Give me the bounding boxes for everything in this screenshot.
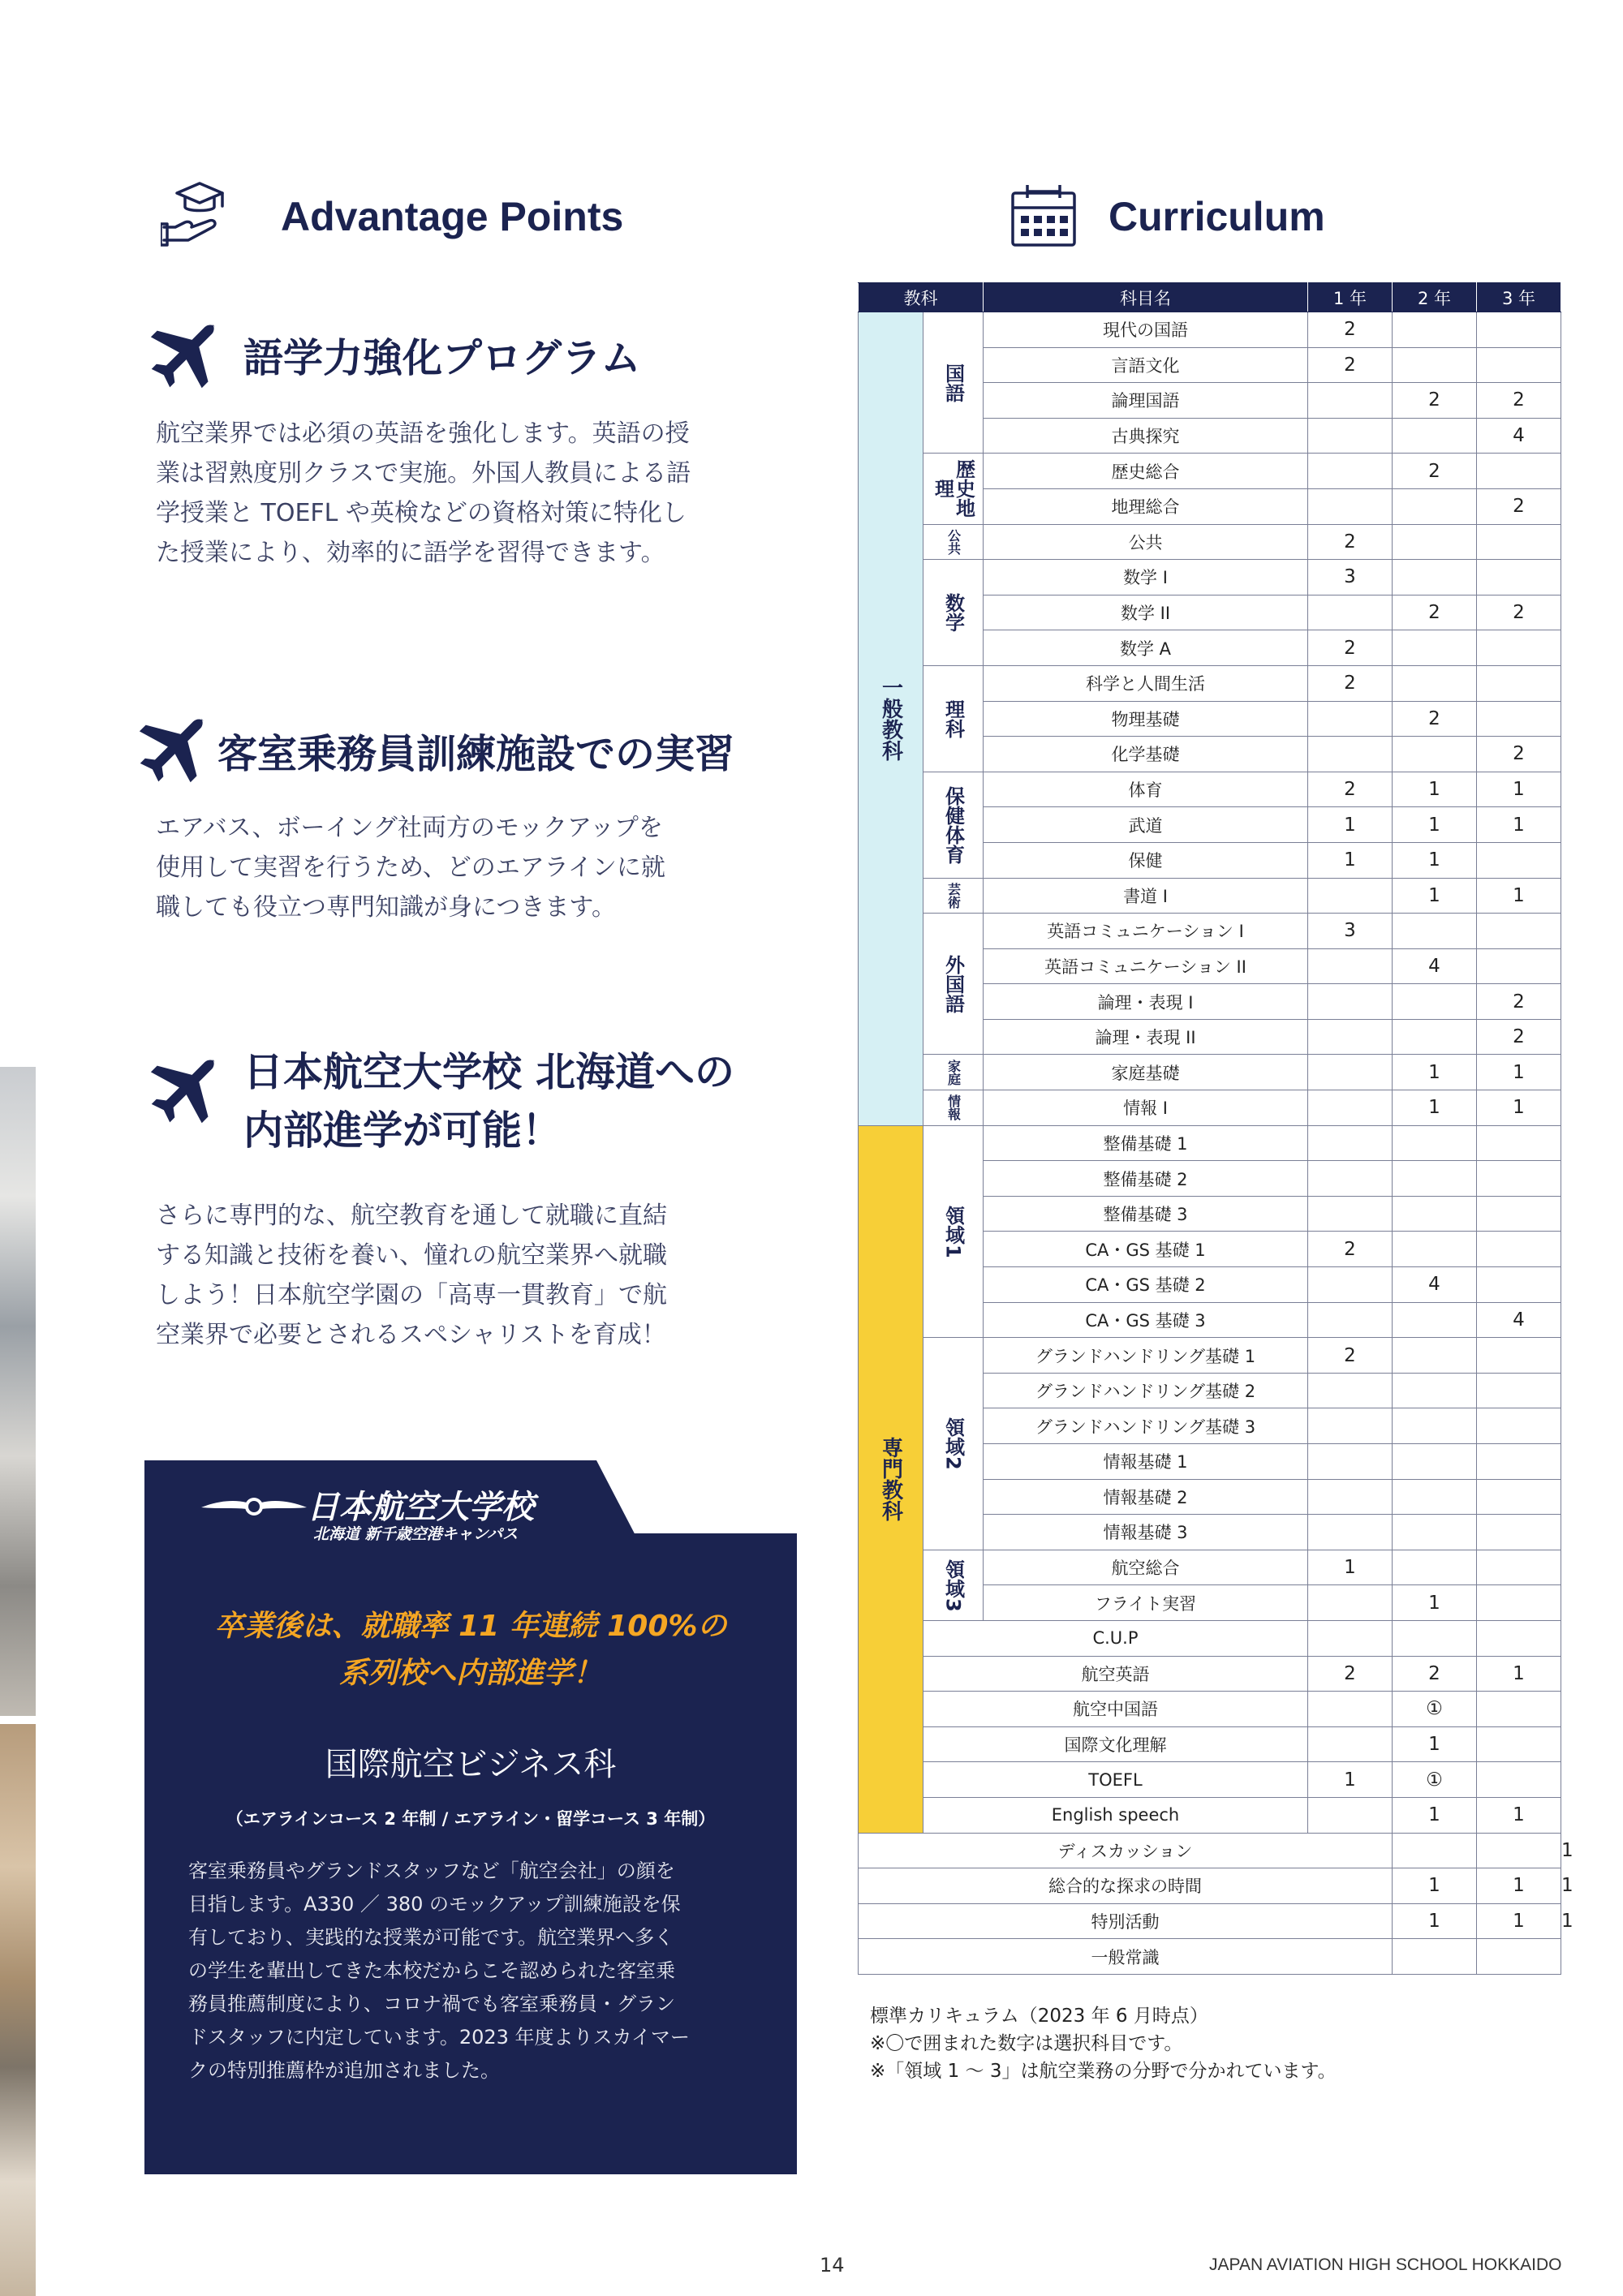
credits-year-1: 1: [1393, 1868, 1477, 1904]
table-row: [859, 1797, 1561, 1833]
course-name: 論理国語: [984, 383, 1308, 419]
credits-year-3: [1477, 842, 1561, 878]
logo-title: 日本航空大学校: [307, 1489, 534, 1526]
credits-year-1: [1308, 701, 1393, 737]
credits-year-1: 1: [1308, 842, 1393, 878]
credits-year-3: 2: [1477, 383, 1561, 419]
table-row: [859, 878, 1561, 914]
table-header-row: [859, 283, 1561, 312]
credits-year-3: [1477, 1585, 1561, 1621]
course-name: 書道 I: [984, 878, 1308, 914]
credits-year-1: [1308, 1797, 1393, 1833]
course-name: 数学 I: [984, 560, 1308, 595]
campus-photo-strip-bottom: [0, 1724, 36, 2296]
credits-year-3: [1477, 630, 1561, 666]
course-name: フライト実習: [984, 1585, 1308, 1621]
course-name: 一般常識: [859, 1939, 1393, 1975]
table-row: [859, 1338, 1561, 1374]
course-name: 言語文化: [984, 347, 1308, 383]
credits-year-3: [1477, 347, 1561, 383]
logo-subtitle: 北海道 新千歳空港キャンパス: [313, 1525, 519, 1543]
credits-year-1: [1308, 1408, 1393, 1444]
credits-year-1: [1308, 1055, 1393, 1090]
table-row: [859, 914, 1561, 949]
credits-year-1: 2: [1308, 630, 1393, 666]
course-name: 公共: [984, 524, 1308, 560]
course-name: CA・GS 基礎 3: [984, 1302, 1308, 1338]
credits-year-2: [1393, 1338, 1477, 1374]
curriculum-title: Curriculum: [1109, 194, 1325, 239]
course-name: C.U.P: [923, 1620, 1308, 1656]
course-name: 情報基礎 1: [984, 1444, 1308, 1480]
credits-year-1: [1308, 1125, 1393, 1161]
credits-year-3: [1477, 312, 1561, 348]
course-name: 家庭基礎: [984, 1055, 1308, 1090]
credits-year-2: [1393, 560, 1477, 595]
course-name: 体育: [984, 772, 1308, 807]
credits-year-3: 2: [1477, 984, 1561, 1020]
credits-year-3: 2: [1477, 737, 1561, 772]
wing-logo-icon: [201, 1491, 307, 1524]
credits-year-3: [1477, 1726, 1561, 1762]
course-name: 武道: [984, 807, 1308, 843]
credits-year-2: [1393, 737, 1477, 772]
credits-year-1: 2: [1308, 312, 1393, 348]
table-row: [859, 1620, 1561, 1656]
credits-year-3: [1477, 1444, 1561, 1480]
credits-year-2: 4: [1393, 948, 1477, 984]
course-name: 英語コミュニケーション I: [984, 914, 1308, 949]
credits-year-2: [1393, 984, 1477, 1020]
credits-year-1: [1308, 1444, 1393, 1480]
credits-year-1: [1308, 1620, 1393, 1656]
course-name: 英語コミュニケーション II: [984, 948, 1308, 984]
credits-year-3: [1477, 1125, 1561, 1161]
credits-year-2: [1393, 630, 1477, 666]
course-name: 数学 A: [984, 630, 1308, 666]
group-rekishi: 歴史地理: [923, 454, 984, 524]
credits-year-1: [1308, 1373, 1393, 1408]
advantage-points-title: Advantage Points: [281, 194, 624, 239]
credits-year-1: [1308, 737, 1393, 772]
credits-year-1: [1308, 454, 1393, 489]
credits-year-3: 4: [1477, 418, 1561, 454]
table-row: [859, 1762, 1561, 1798]
course-name: ディスカッション: [859, 1833, 1393, 1868]
table-row: [859, 312, 1561, 348]
graduation-hand-icon: [161, 180, 239, 248]
credits-year-3: 2: [1477, 1019, 1561, 1055]
course-name: TOEFL: [923, 1762, 1308, 1798]
group-ryouiki2: 領域2: [923, 1338, 984, 1550]
credits-year-3: [1477, 1620, 1561, 1656]
table-row: [859, 1055, 1561, 1090]
group-koukyou: 公共: [923, 524, 984, 560]
credits-year-2: 1: [1393, 807, 1477, 843]
course-name: 情報基礎 2: [984, 1479, 1308, 1515]
credits-year-3: [1477, 524, 1561, 560]
credits-year-2: [1393, 1620, 1477, 1656]
table-row: [859, 1090, 1561, 1126]
table-row: [859, 454, 1561, 489]
credits-year-2: [1393, 347, 1477, 383]
header-subject-area: 教科: [859, 283, 984, 312]
credits-year-2: 1: [1393, 842, 1477, 878]
credits-year-2: 1: [1393, 1090, 1477, 1126]
header-year-3: 3 年: [1477, 283, 1561, 312]
credits-year-1: 2: [1308, 772, 1393, 807]
credits-year-1: [1308, 488, 1393, 524]
course-name: 総合的な探求の時間: [859, 1868, 1393, 1904]
course-name: グランドハンドリング基礎 2: [984, 1373, 1308, 1408]
airplane-icon: [140, 1053, 224, 1137]
table-row: [859, 1656, 1561, 1692]
credits-year-3: [1477, 454, 1561, 489]
table-row: [859, 772, 1561, 807]
credits-year-1: 2: [1308, 1656, 1393, 1692]
credits-year-3: [1477, 1338, 1561, 1374]
credits-year-2: ①: [1393, 1692, 1477, 1727]
credits-year-3: 2: [1477, 595, 1561, 630]
credits-year-2: [1393, 665, 1477, 701]
credits-year-2: [1393, 1373, 1477, 1408]
credits-year-2: [1393, 488, 1477, 524]
group-katei: 家庭: [923, 1055, 984, 1090]
category-general: 一般教科: [859, 312, 923, 1126]
course-name: 化学基礎: [984, 737, 1308, 772]
course-name: 整備基礎 3: [984, 1196, 1308, 1232]
footer-school-name: JAPAN AVIATION HIGH SCHOOL HOKKAIDO: [1209, 2255, 1562, 2274]
course-name: 航空総合: [984, 1550, 1308, 1585]
credits-year-1: 2: [1308, 347, 1393, 383]
department-description: 客室乗務員やグランドスタッフなど「航空会社」の顔を 目指します。A330 ／ 380 のモックアップ訓練施設を保 有しており、実践的な授業が可能です。航空業界へ多く の学生を輩出してきた本校だからこそ認められた客室乗 務員推薦制度により、コロナ禍でも客室乗務員・グラン ドスタッフに内定しています。2023 年度よりスカイマー クの特別推薦枠が追加されました。: [188, 1860, 690, 2082]
calendar-icon: [1010, 183, 1078, 248]
credits-year-1: [1308, 1090, 1393, 1126]
credits-year-3: [1477, 1479, 1561, 1515]
header-year-2: 2 年: [1393, 283, 1477, 312]
credits-year-2: 2: [1393, 383, 1477, 419]
credits-year-3: [1477, 1267, 1561, 1303]
credits-year-2: 2: [1393, 1656, 1477, 1692]
page-number: 14: [820, 2254, 845, 2277]
credits-year-1: [1308, 595, 1393, 630]
credits-year-3: [1477, 1762, 1561, 1798]
credits-year-2: [1393, 1515, 1477, 1550]
category-specialized: 専門教科: [859, 1125, 923, 1833]
department-title: 国際航空ビジネス科: [325, 1746, 617, 1783]
credits-year-2: 1: [1393, 1726, 1477, 1762]
course-name: 情報 I: [984, 1090, 1308, 1126]
credits-year-2: 2: [1393, 701, 1477, 737]
credits-year-2: 1: [1393, 772, 1477, 807]
credits-year-3: 2: [1477, 488, 1561, 524]
credits-year-1: [1308, 1479, 1393, 1515]
credits-year-2: [1477, 1833, 1561, 1868]
credits-year-1: [1308, 1302, 1393, 1338]
credits-year-1: 2: [1308, 524, 1393, 560]
airplane-icon: [140, 318, 224, 402]
credits-year-2: 1: [1393, 1797, 1477, 1833]
course-name: 歴史総合: [984, 454, 1308, 489]
credits-year-3: [1477, 1692, 1561, 1727]
credits-year-1: [1308, 1515, 1393, 1550]
credits-year-2: [1393, 1019, 1477, 1055]
credits-year-3: 1: [1477, 1656, 1561, 1692]
credits-year-1: [1308, 984, 1393, 1020]
course-name: 国際文化理解: [923, 1726, 1308, 1762]
credits-year-3: [1477, 665, 1561, 701]
credits-year-2: [1393, 1550, 1477, 1585]
credits-year-1: 2: [1308, 1232, 1393, 1267]
course-name: グランドハンドリング基礎 3: [984, 1408, 1308, 1444]
table-row: [859, 1726, 1561, 1762]
credits-year-1: [1308, 1726, 1393, 1762]
credits-year-1: 1: [1308, 1762, 1393, 1798]
credits-year-1: [1393, 1833, 1477, 1868]
header-year-1: 1 年: [1308, 283, 1393, 312]
credits-year-3: 1: [1477, 878, 1561, 914]
table-row: [859, 665, 1561, 701]
credits-year-2: [1393, 914, 1477, 949]
credits-year-2: 4: [1393, 1267, 1477, 1303]
course-name: グランドハンドリング基礎 1: [984, 1338, 1308, 1374]
credits-year-1: [1393, 1939, 1477, 1975]
credits-year-2: 1: [1393, 1585, 1477, 1621]
table-row: [859, 1125, 1561, 1161]
table-row: [859, 1550, 1561, 1585]
course-name: 整備基礎 2: [984, 1161, 1308, 1197]
header-course-name: 科目名: [984, 283, 1308, 312]
credits-year-1: [1308, 418, 1393, 454]
table-row: 特別活動 1 1 1: [859, 1903, 1561, 1939]
course-name: 現代の国語: [984, 312, 1308, 348]
highlight-text: 卒業後は、就職率 11 年連続 100%の 系列校へ内部進学！: [214, 1610, 727, 1690]
credits-year-1: [1308, 383, 1393, 419]
course-name: 物理基礎: [984, 701, 1308, 737]
credits-year-1: [1308, 878, 1393, 914]
group-hoken: 保健体育: [923, 772, 984, 878]
credits-year-1: 3: [1308, 914, 1393, 949]
credits-year-3: [1477, 1161, 1561, 1197]
credits-year-1: 1: [1393, 1903, 1477, 1939]
course-name: 古典探究: [984, 418, 1308, 454]
advantage-body-3: さらに専門的な、航空教育を通して就職に直結 する知識と技術を養い、憧れの航空業界へ就職 しよう！日本航空学園の「高専一貫教育」で航 空業界で必要とされるスペシャリストを育成！: [156, 1202, 667, 1349]
course-name: 情報基礎 3: [984, 1515, 1308, 1550]
credits-year-2: [1477, 1939, 1561, 1975]
credits-year-1: [1308, 1267, 1393, 1303]
credits-year-3: [1477, 1515, 1561, 1550]
credits-year-3: 1: [1477, 1055, 1561, 1090]
credits-year-3: [1477, 948, 1561, 984]
credits-year-1: [1308, 948, 1393, 984]
group-geijutsu: 芸術: [923, 878, 984, 914]
group-kokugo: 国語: [923, 312, 984, 454]
credits-year-2: [1393, 1125, 1477, 1161]
table-row: [859, 524, 1561, 560]
credits-year-2: 1: [1477, 1868, 1561, 1904]
credits-year-3: [1477, 1196, 1561, 1232]
course-name: 航空中国語: [923, 1692, 1308, 1727]
course-name: 整備基礎 1: [984, 1125, 1308, 1161]
credits-year-3: [1477, 914, 1561, 949]
credits-year-2: [1393, 1161, 1477, 1197]
credits-year-2: [1393, 1302, 1477, 1338]
credits-year-2: [1393, 1408, 1477, 1444]
group-ryouiki1: 領域1: [923, 1125, 984, 1338]
advantage-body-1: 航空業界では必須の英語を強化します。英語の授 業は習熟度別クラスで実施。外国人教員による語 学授業と TOEFL や英検などの資格対策に特化し た授業により、効率的に語学を習得できます。: [156, 419, 691, 567]
advantage-heading-1: 語学力強化プログラム: [243, 335, 641, 381]
course-name: 論理・表現 I: [984, 984, 1308, 1020]
advantage-heading-2: 客室乗務員訓練施設での実習: [217, 731, 735, 777]
group-rika: 理科: [923, 665, 984, 772]
credits-year-1: 1: [1308, 807, 1393, 843]
credits-year-2: [1393, 1232, 1477, 1267]
credits-year-3: [1477, 1550, 1561, 1585]
credits-year-3: [1477, 701, 1561, 737]
credits-year-3: [1477, 560, 1561, 595]
credits-year-3: 1: [1477, 772, 1561, 807]
course-name: 数学 II: [984, 595, 1308, 630]
credits-year-3: [1477, 1232, 1561, 1267]
credits-year-2: 1: [1477, 1903, 1561, 1939]
credits-year-2: 2: [1393, 454, 1477, 489]
course-name: CA・GS 基礎 2: [984, 1267, 1308, 1303]
credits-year-2: [1393, 1444, 1477, 1480]
credits-year-3: [1477, 1408, 1561, 1444]
group-jouhou: 情報: [923, 1090, 984, 1126]
course-name: 保健: [984, 842, 1308, 878]
table-row: [859, 1939, 1561, 1975]
credits-year-3: [1477, 1373, 1561, 1408]
course-name: 科学と人間生活: [984, 665, 1308, 701]
table-row: [859, 1692, 1561, 1727]
credits-year-2: [1393, 418, 1477, 454]
course-name: English speech: [923, 1797, 1308, 1833]
credits-year-1: [1308, 1019, 1393, 1055]
table-row: ディスカッション 1: [859, 1833, 1561, 1868]
course-name: 論理・表現 II: [984, 1019, 1308, 1055]
credits-year-1: 3: [1308, 560, 1393, 595]
course-name: 航空英語: [923, 1656, 1308, 1692]
credits-year-2: 2: [1393, 595, 1477, 630]
credits-year-2: [1393, 1196, 1477, 1232]
credits-year-1: [1308, 1196, 1393, 1232]
group-ryouiki3: 領域3: [923, 1550, 984, 1620]
curriculum-notes: 標準カリキュラム（2023 年 6 月時点） ※〇で囲まれた数字は選択科目です。 ※「領域 1 〜 3」は航空業務の分野で分かれています。: [870, 2006, 1337, 2082]
credits-year-3: 1: [1477, 1090, 1561, 1126]
campus-photo-strip-top: [0, 1067, 36, 1716]
course-name: 特別活動: [859, 1903, 1393, 1939]
credits-year-3: 4: [1477, 1302, 1561, 1338]
credits-year-2: 1: [1393, 1055, 1477, 1090]
credits-year-3: 1: [1477, 807, 1561, 843]
advantage-body-2: エアバス、ボーイング社両方のモックアップを 使用して実習を行うため、どのエアラインに就 職しても役立つ専門知識が身につきます。: [156, 814, 665, 922]
credits-year-1: [1308, 1585, 1393, 1621]
table-row: [859, 560, 1561, 595]
credits-year-1: 2: [1308, 1338, 1393, 1374]
course-name: CA・GS 基礎 1: [984, 1232, 1308, 1267]
airplane-icon: [128, 712, 213, 797]
credits-year-2: [1393, 1479, 1477, 1515]
group-suugaku: 数学: [923, 560, 984, 666]
credits-year-1: [1308, 1692, 1393, 1727]
credits-year-2: ①: [1393, 1762, 1477, 1798]
advantage-heading-3: 日本航空大学校 北海道への 内部進学が可能！: [243, 1049, 735, 1154]
table-row: 総合的な探求の時間 1 1 1: [859, 1868, 1561, 1904]
course-name: 地理総合: [984, 488, 1308, 524]
credits-year-1: [1308, 1161, 1393, 1197]
credits-year-1: 1: [1308, 1550, 1393, 1585]
credits-year-3: 1: [1477, 1797, 1561, 1833]
credits-year-2: 1: [1393, 878, 1477, 914]
course-subtitle: （エアラインコース 2 年制 / エアライン・留学コース 3 年制）: [226, 1809, 716, 1829]
credits-year-2: [1393, 312, 1477, 348]
group-gaikoku: 外国語: [923, 914, 984, 1055]
credits-year-2: [1393, 524, 1477, 560]
curriculum-table: [858, 282, 1573, 1975]
credits-year-1: 2: [1308, 665, 1393, 701]
